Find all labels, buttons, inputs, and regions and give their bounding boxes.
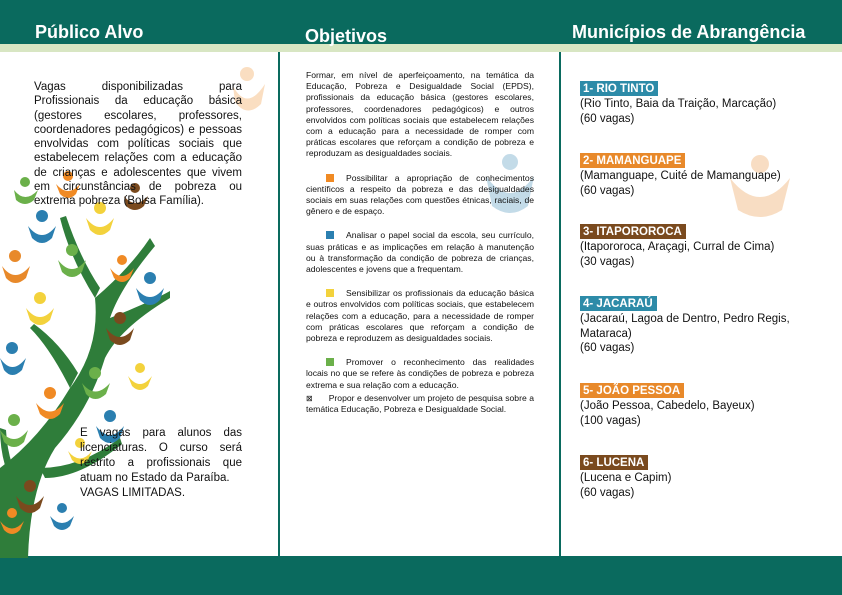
objetivo-item-text: Promover o reconhecimento das realidades locais no que se refere às condições de pobreza e pobreza extrema e sua relação com a educação.	[306, 357, 534, 390]
orange-bullet-icon	[326, 174, 334, 182]
box-bullet-icon: ⊠	[306, 393, 313, 403]
municipio-itapororoca	[580, 222, 830, 269]
column-divider-right	[559, 52, 561, 556]
municipio-badge: 1- RIO TINTO	[580, 81, 658, 96]
green-bullet-icon	[326, 358, 334, 366]
municipio-lucena	[580, 453, 830, 500]
objetivo-item-text: Sensibilizar os profissionais da educação básica e outros envolvidos com políticas sociais, que estabelecem relações com a educação, para a necessidade de romper com práticas escolares que reforçam a condição de pobreza e reproduzem as desigualdades sociais.	[306, 288, 534, 344]
municipio-cities: (Jacaraú, Lagoa de Dentro, Pedro Regis, Mataraca)	[580, 313, 790, 340]
municipio-cities: (Rio Tinto, Baia da Traição, Marcação)	[580, 98, 777, 110]
municipio-vagas: (60 vagas)	[580, 112, 635, 125]
municipio-cities: (Itapororoca, Araçagi, Curral de Cima)	[580, 241, 775, 253]
municipio-mamanguape	[580, 151, 830, 198]
objetivo-item-text: Propor e desenvolver um projeto de pesquisa sobre a temática Educação, Pobreza e Desigualdade Social.	[306, 392, 534, 415]
blue-bullet-icon	[326, 231, 334, 239]
publico-alvo-licenciaturas-text: E vagas para alunos das licenciaturas. O curso será restrito a profissionais que atuam no Estado da Paraíba.	[80, 427, 242, 484]
footer-bar	[0, 556, 842, 595]
objetivo-item-text: Possibilitar a apropriação de conhecimentos científicos a respeito da pobreza e das desigualdades sociais em suas relações com questões étnicas, raciais, de gênero e de espaço.	[306, 172, 534, 217]
municipio-badge: 3- ITAPOROROCA	[580, 224, 686, 239]
municipio-vagas: (60 vagas)	[580, 184, 635, 197]
municipio-cities: (João Pessoa, Cabedelo, Bayeux)	[580, 400, 755, 412]
objetivo-item	[306, 288, 534, 344]
municipio-jacarau	[580, 294, 830, 356]
objetivos-column	[306, 70, 534, 428]
heading-municipios: Municípios de Abrangência	[572, 22, 806, 42]
municipio-badge: 2- MAMANGUAPE	[580, 153, 685, 168]
municipio-rio-tinto	[580, 79, 830, 126]
municipio-badge: 6- LUCENA	[580, 455, 648, 470]
municipio-badge: 4- JACARAÚ	[580, 296, 657, 311]
objetivo-item	[306, 357, 534, 391]
objetivos-intro: Formar, em nível de aperfeiçoamento, na temática da Educação, Pobreza e Desigualdade Social (EPDS), profissionais da educação básica (gestores escolares, professores, coordenadores pedagógicos) e outros envolvidos com políticas sociais que estabelecem relações com a educação para a necessidade de romper com práticas escolares que reforçam a condição de pobreza e reproduzam as desigualdades sociais.	[306, 70, 534, 159]
objetivo-item	[306, 393, 534, 415]
heading-publico-alvo: Público Alvo	[35, 22, 144, 42]
vagas-limitadas: VAGAS LIMITADAS.	[80, 487, 186, 499]
publico-alvo-licenciaturas	[80, 426, 242, 501]
municipio-cities: (Lucena e Capim)	[580, 472, 672, 484]
objetivo-item	[306, 230, 534, 275]
municipio-joao-pessoa	[580, 381, 830, 428]
municipio-vagas: (60 vagas)	[580, 486, 635, 499]
municipio-vagas: (60 vagas)	[580, 342, 635, 354]
objetivo-item-text: Analisar o papel social da escola, seu currículo, suas práticas e as implicações em relação à manutenção ou à transformação da condição de pobreza de crianças, adolescentes e jovens que a frequentam.	[306, 230, 534, 275]
municipio-badge: 5- JOÃO PESSOA	[580, 383, 684, 398]
heading-objetivos: Objetivos	[305, 26, 388, 46]
municipio-vagas: (100 vagas)	[580, 414, 641, 427]
objetivo-item	[306, 173, 534, 218]
header-strip	[0, 44, 842, 52]
municipio-cities: (Mamanguape, Cuité de Mamanguape)	[580, 170, 781, 182]
yellow-bullet-icon	[326, 289, 334, 297]
publico-alvo-text: Vagas disponibilizadas para Profissionais da educação básica (gestores escolares, professores, coordenadores pedagógicos) e pessoas envolvidas com políticas sociais que estabelecem relações com a educação de crianças e adolescentes que vivem em circunstâncias de pobreza ou extrema pobreza (Bolsa Família).	[34, 81, 242, 208]
municipio-vagas: (30 vagas)	[580, 255, 635, 268]
column-divider-left	[278, 52, 280, 556]
